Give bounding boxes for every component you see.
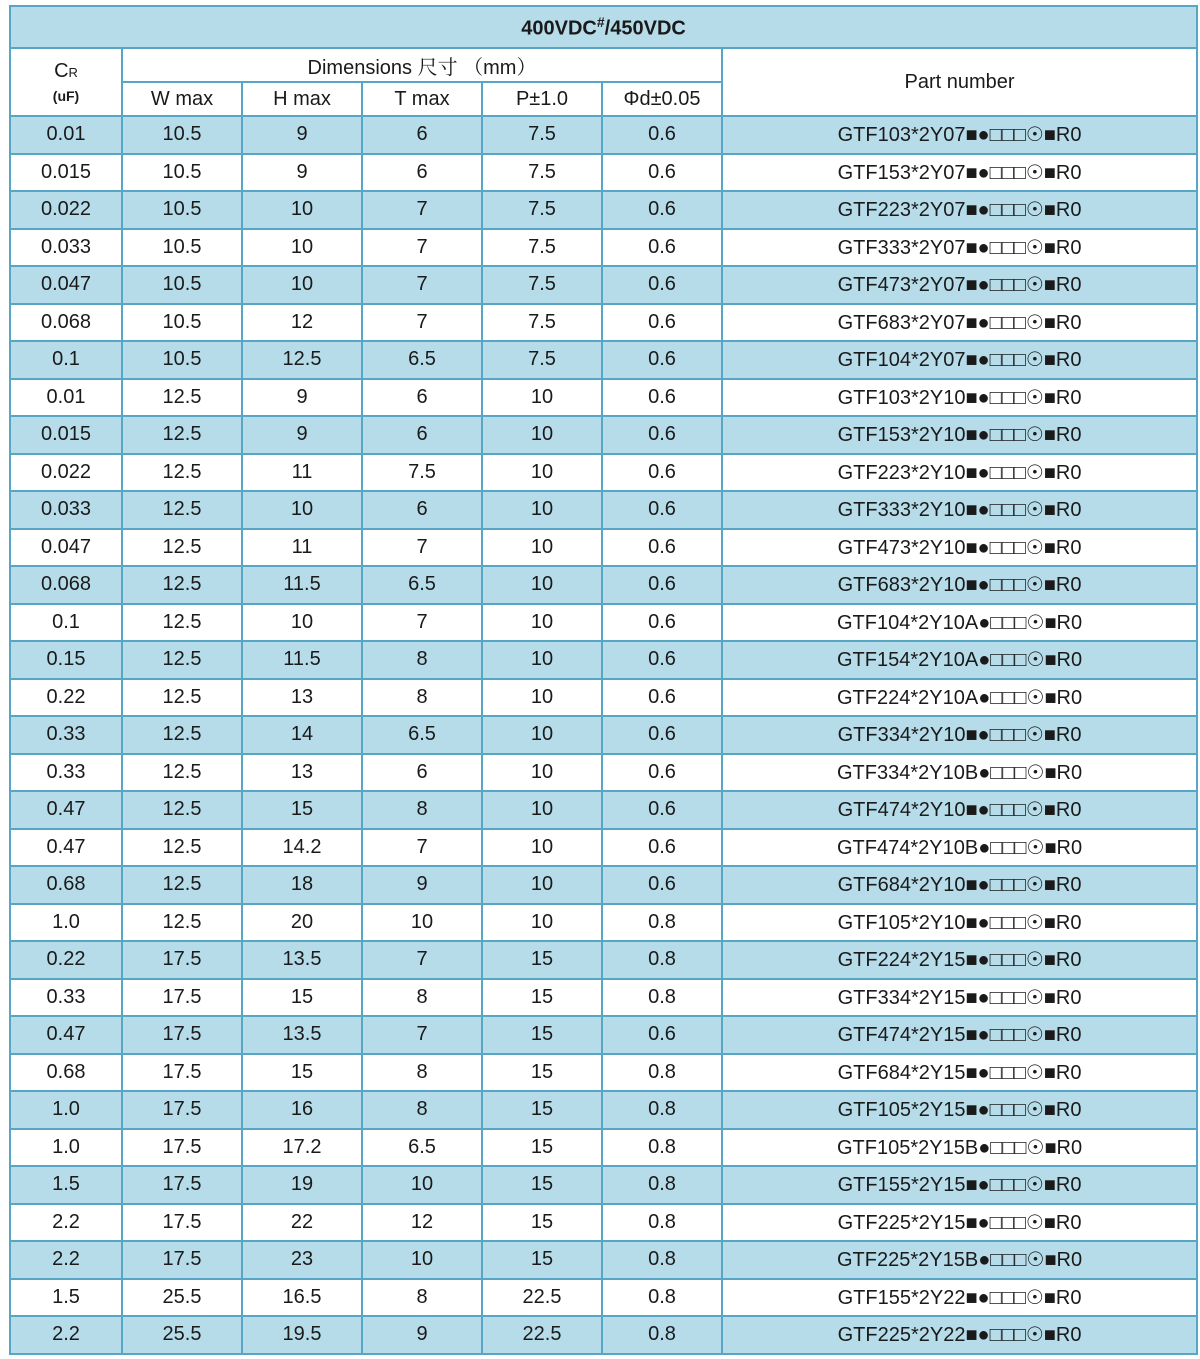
cell-pitch: 10 (482, 379, 602, 417)
table-row (10, 454, 1197, 492)
table-row (10, 1091, 1197, 1129)
cell-w-max: 12.5 (122, 716, 242, 754)
cell-t-max: 7 (362, 1016, 482, 1054)
cell-part-number: GTF153*2Y10■●□□□☉■R0 (722, 416, 1197, 454)
cell-capacitance: 1.5 (10, 1279, 122, 1317)
cell-capacitance: 2.2 (10, 1241, 122, 1279)
cell-t-max: 6.5 (362, 341, 482, 379)
cell-part-number: GTF104*2Y07■●□□□☉■R0 (722, 341, 1197, 379)
cell-w-max: 12.5 (122, 416, 242, 454)
cell-h-max: 13 (242, 679, 362, 717)
cell-part-number: GTF153*2Y07■●□□□☉■R0 (722, 154, 1197, 192)
cell-t-max: 7 (362, 191, 482, 229)
cell-h-max: 9 (242, 116, 362, 154)
cell-t-max: 6 (362, 154, 482, 192)
cell-part-number: GTF683*2Y10■●□□□☉■R0 (722, 566, 1197, 604)
cell-w-max: 17.5 (122, 1166, 242, 1204)
cell-t-max: 9 (362, 1316, 482, 1354)
cell-w-max: 17.5 (122, 1204, 242, 1242)
cell-pitch: 10 (482, 604, 602, 642)
cell-h-max: 9 (242, 379, 362, 417)
cell-part-number: GTF474*2Y10■●□□□☉■R0 (722, 791, 1197, 829)
cell-h-max: 9 (242, 154, 362, 192)
cell-lead-diameter: 0.6 (602, 604, 722, 642)
table-row (10, 904, 1197, 942)
cell-h-max: 14 (242, 716, 362, 754)
cell-pitch: 10 (482, 754, 602, 792)
cell-h-max: 10 (242, 604, 362, 642)
cell-capacitance: 0.015 (10, 416, 122, 454)
table-row (10, 304, 1197, 342)
cell-part-number: GTF103*2Y07■●□□□☉■R0 (722, 116, 1197, 154)
table-row (10, 641, 1197, 679)
capacitor-spec-table (9, 5, 1198, 1355)
cell-pitch: 10 (482, 716, 602, 754)
cell-h-max: 18 (242, 866, 362, 904)
cell-t-max: 10 (362, 1241, 482, 1279)
cr-label (11, 58, 121, 86)
cell-lead-diameter: 0.8 (602, 1316, 722, 1354)
cell-pitch: 7.5 (482, 266, 602, 304)
table-row (10, 679, 1197, 717)
cell-w-max: 17.5 (122, 1129, 242, 1167)
cell-capacitance: 0.33 (10, 716, 122, 754)
cell-pitch: 22.5 (482, 1279, 602, 1317)
cell-part-number: GTF473*2Y07■●□□□☉■R0 (722, 266, 1197, 304)
cell-t-max: 7 (362, 266, 482, 304)
cell-t-max: 7 (362, 304, 482, 342)
cell-h-max: 12.5 (242, 341, 362, 379)
cell-pitch: 10 (482, 416, 602, 454)
cell-w-max: 10.5 (122, 341, 242, 379)
cell-pitch: 10 (482, 904, 602, 942)
cell-capacitance: 0.15 (10, 641, 122, 679)
cell-lead-diameter: 0.6 (602, 116, 722, 154)
cell-pitch: 22.5 (482, 1316, 602, 1354)
cell-h-max: 15 (242, 1054, 362, 1092)
cell-w-max: 17.5 (122, 1241, 242, 1279)
cell-h-max: 11.5 (242, 566, 362, 604)
cell-capacitance: 0.033 (10, 491, 122, 529)
cell-h-max: 23 (242, 1241, 362, 1279)
cell-part-number: GTF334*2Y15■●□□□☉■R0 (722, 979, 1197, 1017)
cell-lead-diameter: 0.6 (602, 829, 722, 867)
cell-capacitance: 0.047 (10, 529, 122, 567)
table-row (10, 1204, 1197, 1242)
cell-t-max: 7 (362, 529, 482, 567)
cell-lead-diameter: 0.6 (602, 191, 722, 229)
cell-w-max: 10.5 (122, 266, 242, 304)
cell-lead-diameter: 0.8 (602, 1241, 722, 1279)
cell-lead-diameter: 0.6 (602, 154, 722, 192)
cell-h-max: 19 (242, 1166, 362, 1204)
cell-lead-diameter: 0.6 (602, 304, 722, 342)
cell-t-max: 6.5 (362, 716, 482, 754)
cell-h-max: 15 (242, 979, 362, 1017)
cell-capacitance: 0.022 (10, 191, 122, 229)
cell-t-max: 8 (362, 1054, 482, 1092)
cell-part-number: GTF473*2Y10■●□□□☉■R0 (722, 529, 1197, 567)
cell-t-max: 6 (362, 416, 482, 454)
cell-lead-diameter: 0.8 (602, 941, 722, 979)
cell-lead-diameter: 0.8 (602, 1166, 722, 1204)
table-row (10, 1016, 1197, 1054)
cell-h-max: 19.5 (242, 1316, 362, 1354)
cell-h-max: 11 (242, 454, 362, 492)
cell-h-max: 13.5 (242, 1016, 362, 1054)
cell-w-max: 12.5 (122, 454, 242, 492)
cell-part-number: GTF223*2Y07■●□□□☉■R0 (722, 191, 1197, 229)
cell-lead-diameter: 0.6 (602, 679, 722, 717)
cell-w-max: 12.5 (122, 491, 242, 529)
cell-t-max: 6 (362, 491, 482, 529)
cell-capacitance: 0.068 (10, 304, 122, 342)
cell-pitch: 7.5 (482, 116, 602, 154)
cell-part-number: GTF684*2Y15■●□□□☉■R0 (722, 1054, 1197, 1092)
cr-subscript: R (68, 65, 78, 80)
table-body (10, 6, 1197, 1354)
cell-capacitance: 0.68 (10, 1054, 122, 1092)
cell-part-number: GTF103*2Y10■●□□□☉■R0 (722, 379, 1197, 417)
header-dimensions: Dimensions 尺寸 （mm） (122, 48, 722, 82)
table-row (10, 154, 1197, 192)
cell-w-max: 12.5 (122, 566, 242, 604)
cell-part-number: GTF683*2Y07■●□□□☉■R0 (722, 304, 1197, 342)
cell-part-number: GTF334*2Y10■●□□□☉■R0 (722, 716, 1197, 754)
table-row (10, 754, 1197, 792)
cell-lead-diameter: 0.6 (602, 866, 722, 904)
cell-pitch: 10 (482, 641, 602, 679)
cell-h-max: 11.5 (242, 641, 362, 679)
cell-part-number: GTF105*2Y15B●□□□☉■R0 (722, 1129, 1197, 1167)
cell-pitch: 7.5 (482, 304, 602, 342)
cell-part-number: GTF104*2Y10A●□□□☉■R0 (722, 604, 1197, 642)
cell-lead-diameter: 0.6 (602, 529, 722, 567)
cell-w-max: 12.5 (122, 641, 242, 679)
cell-part-number: GTF155*2Y22■●□□□☉■R0 (722, 1279, 1197, 1317)
cell-t-max: 6 (362, 754, 482, 792)
header-row-dimensions (10, 48, 1197, 82)
table-row (10, 416, 1197, 454)
cell-pitch: 15 (482, 1054, 602, 1092)
cell-capacitance: 1.0 (10, 1129, 122, 1167)
cell-lead-diameter: 0.6 (602, 754, 722, 792)
cell-lead-diameter: 0.8 (602, 1129, 722, 1167)
cell-t-max: 10 (362, 904, 482, 942)
cr-unit: (uF) (52, 88, 80, 104)
table-row (10, 191, 1197, 229)
cell-pitch: 15 (482, 1129, 602, 1167)
cell-w-max: 12.5 (122, 679, 242, 717)
cell-h-max: 10 (242, 229, 362, 267)
cr-symbol: C (54, 60, 69, 82)
cell-t-max: 7.5 (362, 454, 482, 492)
cell-w-max: 12.5 (122, 904, 242, 942)
title-row (10, 6, 1197, 48)
cell-capacitance: 0.047 (10, 266, 122, 304)
cell-part-number: GTF105*2Y15■●□□□☉■R0 (722, 1091, 1197, 1129)
cell-pitch: 10 (482, 866, 602, 904)
title-voltage-main: 400VDC (521, 17, 597, 40)
cell-h-max: 20 (242, 904, 362, 942)
cell-w-max: 12.5 (122, 379, 242, 417)
cell-w-max: 12.5 (122, 604, 242, 642)
cell-t-max: 7 (362, 604, 482, 642)
cell-pitch: 15 (482, 1241, 602, 1279)
table-row (10, 566, 1197, 604)
header-w-max: W max (122, 82, 242, 116)
cell-h-max: 13 (242, 754, 362, 792)
cell-t-max: 6.5 (362, 1129, 482, 1167)
cell-part-number: GTF155*2Y15■●□□□☉■R0 (722, 1166, 1197, 1204)
cell-pitch: 10 (482, 679, 602, 717)
header-t-max: T max (362, 82, 482, 116)
cell-lead-diameter: 0.6 (602, 379, 722, 417)
cell-pitch: 10 (482, 791, 602, 829)
cell-lead-diameter: 0.6 (602, 716, 722, 754)
cell-lead-diameter: 0.8 (602, 904, 722, 942)
cell-h-max: 17.2 (242, 1129, 362, 1167)
cell-pitch: 7.5 (482, 341, 602, 379)
cell-lead-diameter: 0.8 (602, 1091, 722, 1129)
cell-pitch: 15 (482, 1166, 602, 1204)
cell-h-max: 15 (242, 791, 362, 829)
cell-pitch: 10 (482, 491, 602, 529)
cell-part-number: GTF333*2Y10■●□□□☉■R0 (722, 491, 1197, 529)
table-row (10, 529, 1197, 567)
table-row (10, 716, 1197, 754)
cell-lead-diameter: 0.6 (602, 791, 722, 829)
cell-h-max: 14.2 (242, 829, 362, 867)
cell-h-max: 9 (242, 416, 362, 454)
cell-part-number: GTF224*2Y10A●□□□☉■R0 (722, 679, 1197, 717)
cell-w-max: 10.5 (122, 191, 242, 229)
cell-h-max: 10 (242, 491, 362, 529)
cell-lead-diameter: 0.6 (602, 341, 722, 379)
cell-lead-diameter: 0.6 (602, 491, 722, 529)
cell-capacitance: 0.47 (10, 791, 122, 829)
cell-w-max: 10.5 (122, 229, 242, 267)
header-pitch: P±1.0 (482, 82, 602, 116)
cell-h-max: 16.5 (242, 1279, 362, 1317)
cell-part-number: GTF474*2Y15■●□□□☉■R0 (722, 1016, 1197, 1054)
cell-h-max: 11 (242, 529, 362, 567)
cell-lead-diameter: 0.6 (602, 416, 722, 454)
cell-pitch: 15 (482, 1016, 602, 1054)
cell-t-max: 10 (362, 1166, 482, 1204)
header-cr (10, 48, 122, 116)
cell-lead-diameter: 0.8 (602, 1204, 722, 1242)
cell-w-max: 17.5 (122, 1016, 242, 1054)
cell-capacitance: 0.68 (10, 866, 122, 904)
cell-capacitance: 0.33 (10, 979, 122, 1017)
cell-t-max: 6.5 (362, 566, 482, 604)
table-row (10, 1129, 1197, 1167)
cell-part-number: GTF223*2Y10■●□□□☉■R0 (722, 454, 1197, 492)
cell-pitch: 10 (482, 529, 602, 567)
cell-part-number: GTF334*2Y10B●□□□☉■R0 (722, 754, 1197, 792)
cell-h-max: 12 (242, 304, 362, 342)
cell-pitch: 10 (482, 829, 602, 867)
cell-lead-diameter: 0.6 (602, 1016, 722, 1054)
cell-capacitance: 0.22 (10, 679, 122, 717)
cell-t-max: 9 (362, 866, 482, 904)
cell-t-max: 7 (362, 229, 482, 267)
cell-capacitance: 0.068 (10, 566, 122, 604)
table-row (10, 1166, 1197, 1204)
cell-part-number: GTF225*2Y15B●□□□☉■R0 (722, 1241, 1197, 1279)
cell-capacitance: 2.2 (10, 1316, 122, 1354)
cell-w-max: 17.5 (122, 979, 242, 1017)
title-voltage-mark: # (596, 13, 605, 30)
cell-capacitance: 0.22 (10, 941, 122, 979)
cell-capacitance: 1.5 (10, 1166, 122, 1204)
table-title (10, 6, 1197, 48)
cell-h-max: 10 (242, 266, 362, 304)
cell-lead-diameter: 0.6 (602, 266, 722, 304)
table-row (10, 941, 1197, 979)
cell-w-max: 17.5 (122, 1091, 242, 1129)
table-row (10, 1054, 1197, 1092)
cell-t-max: 6 (362, 379, 482, 417)
table-row (10, 866, 1197, 904)
cell-t-max: 7 (362, 829, 482, 867)
cell-w-max: 10.5 (122, 304, 242, 342)
cell-t-max: 8 (362, 1091, 482, 1129)
cell-part-number: GTF225*2Y22■●□□□☉■R0 (722, 1316, 1197, 1354)
cell-t-max: 8 (362, 679, 482, 717)
title-voltage-rest: /450VDC (604, 17, 686, 40)
cell-capacitance: 0.022 (10, 454, 122, 492)
cell-w-max: 12.5 (122, 754, 242, 792)
table-row (10, 1241, 1197, 1279)
cell-capacitance: 2.2 (10, 1204, 122, 1242)
cell-capacitance: 0.1 (10, 341, 122, 379)
header-h-max: H max (242, 82, 362, 116)
table-row (10, 1279, 1197, 1317)
cell-part-number: GTF224*2Y15■●□□□☉■R0 (722, 941, 1197, 979)
cell-capacitance: 0.015 (10, 154, 122, 192)
table-row (10, 829, 1197, 867)
cell-pitch: 15 (482, 979, 602, 1017)
table-row (10, 1316, 1197, 1354)
cell-pitch: 7.5 (482, 191, 602, 229)
cell-lead-diameter: 0.8 (602, 1054, 722, 1092)
header-part-number: Part number (722, 48, 1197, 116)
cell-t-max: 8 (362, 641, 482, 679)
cell-capacitance: 0.01 (10, 116, 122, 154)
cell-part-number: GTF225*2Y15■●□□□☉■R0 (722, 1204, 1197, 1242)
cell-part-number: GTF333*2Y07■●□□□☉■R0 (722, 229, 1197, 267)
cell-w-max: 12.5 (122, 791, 242, 829)
cell-h-max: 22 (242, 1204, 362, 1242)
table-row (10, 229, 1197, 267)
cell-t-max: 6 (362, 116, 482, 154)
cell-pitch: 15 (482, 1204, 602, 1242)
cell-t-max: 8 (362, 979, 482, 1017)
table-row (10, 491, 1197, 529)
cell-w-max: 10.5 (122, 154, 242, 192)
cell-lead-diameter: 0.8 (602, 1279, 722, 1317)
table-row (10, 341, 1197, 379)
cell-lead-diameter: 0.6 (602, 641, 722, 679)
cell-w-max: 12.5 (122, 829, 242, 867)
table-row (10, 266, 1197, 304)
cell-capacitance: 0.033 (10, 229, 122, 267)
cell-w-max: 10.5 (122, 116, 242, 154)
cell-w-max: 25.5 (122, 1279, 242, 1317)
cell-pitch: 10 (482, 454, 602, 492)
cell-capacitance: 0.1 (10, 604, 122, 642)
cell-lead-diameter: 0.6 (602, 229, 722, 267)
cell-t-max: 8 (362, 1279, 482, 1317)
cell-w-max: 17.5 (122, 1054, 242, 1092)
cell-t-max: 7 (362, 941, 482, 979)
cell-pitch: 7.5 (482, 229, 602, 267)
cell-part-number: GTF474*2Y10B●□□□☉■R0 (722, 829, 1197, 867)
cell-pitch: 15 (482, 1091, 602, 1129)
cell-pitch: 15 (482, 941, 602, 979)
cell-t-max: 8 (362, 791, 482, 829)
cell-capacitance: 0.33 (10, 754, 122, 792)
cell-capacitance: 1.0 (10, 1091, 122, 1129)
cell-capacitance: 0.47 (10, 829, 122, 867)
cell-w-max: 12.5 (122, 529, 242, 567)
cell-pitch: 10 (482, 566, 602, 604)
table-row (10, 979, 1197, 1017)
table-row (10, 791, 1197, 829)
table-row (10, 116, 1197, 154)
cell-w-max: 12.5 (122, 866, 242, 904)
cell-capacitance: 1.0 (10, 904, 122, 942)
table-row (10, 604, 1197, 642)
cell-part-number: GTF684*2Y10■●□□□☉■R0 (722, 866, 1197, 904)
cell-part-number: GTF154*2Y10A●□□□☉■R0 (722, 641, 1197, 679)
table-row (10, 379, 1197, 417)
cell-w-max: 25.5 (122, 1316, 242, 1354)
cell-pitch: 7.5 (482, 154, 602, 192)
cell-part-number: GTF105*2Y10■●□□□☉■R0 (722, 904, 1197, 942)
cell-t-max: 12 (362, 1204, 482, 1242)
cell-h-max: 13.5 (242, 941, 362, 979)
cell-lead-diameter: 0.6 (602, 566, 722, 604)
cell-h-max: 10 (242, 191, 362, 229)
cell-lead-diameter: 0.8 (602, 979, 722, 1017)
cell-capacitance: 0.01 (10, 379, 122, 417)
cell-capacitance: 0.47 (10, 1016, 122, 1054)
cell-w-max: 17.5 (122, 941, 242, 979)
cell-h-max: 16 (242, 1091, 362, 1129)
cell-lead-diameter: 0.6 (602, 454, 722, 492)
header-lead-diameter: Φd±0.05 (602, 82, 722, 116)
